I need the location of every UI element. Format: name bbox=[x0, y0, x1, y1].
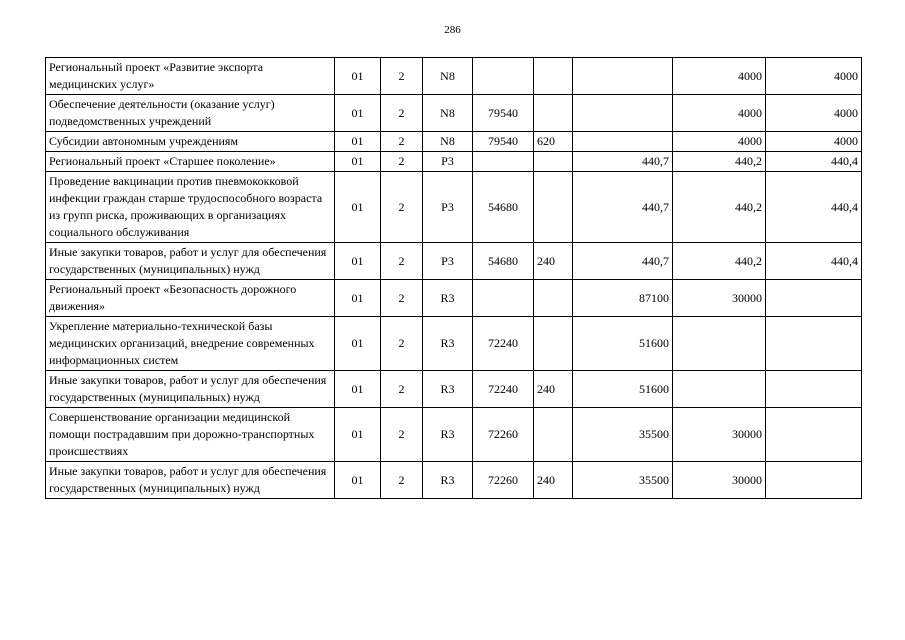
subsection-code: 2 bbox=[381, 371, 423, 408]
amount-1: 440,7 bbox=[573, 243, 673, 280]
project-code: N8 bbox=[423, 58, 473, 95]
amount-1: 51600 bbox=[573, 371, 673, 408]
subsection-code: 2 bbox=[381, 317, 423, 371]
amount-2: 4000 bbox=[673, 95, 766, 132]
project-code: P3 bbox=[423, 152, 473, 172]
amount-1: 87100 bbox=[573, 280, 673, 317]
section-code: 01 bbox=[335, 280, 381, 317]
amount-3: 440,4 bbox=[766, 152, 862, 172]
table-row bbox=[46, 58, 862, 95]
section-code: 01 bbox=[335, 462, 381, 499]
amount-3 bbox=[766, 462, 862, 499]
section-code: 01 bbox=[335, 152, 381, 172]
expense-type-code: 240 bbox=[534, 462, 573, 499]
amount-3: 440,4 bbox=[766, 243, 862, 280]
project-code: P3 bbox=[423, 243, 473, 280]
target-code: 54680 bbox=[473, 243, 534, 280]
expense-type-code bbox=[534, 95, 573, 132]
amount-3 bbox=[766, 280, 862, 317]
target-code bbox=[473, 152, 534, 172]
expense-type-code bbox=[534, 172, 573, 243]
target-code bbox=[473, 58, 534, 95]
amount-1 bbox=[573, 132, 673, 152]
section-code: 01 bbox=[335, 172, 381, 243]
subsection-code: 2 bbox=[381, 243, 423, 280]
section-code: 01 bbox=[335, 132, 381, 152]
table-row bbox=[46, 152, 862, 172]
expense-type-code: 620 bbox=[534, 132, 573, 152]
expense-type-code bbox=[534, 280, 573, 317]
project-code: P3 bbox=[423, 172, 473, 243]
target-code: 54680 bbox=[473, 172, 534, 243]
subsection-code: 2 bbox=[381, 172, 423, 243]
table-row bbox=[46, 371, 862, 408]
table-row bbox=[46, 280, 862, 317]
table-row bbox=[46, 172, 862, 243]
expense-type-code: 240 bbox=[534, 371, 573, 408]
amount-1: 51600 bbox=[573, 317, 673, 371]
target-code: 72240 bbox=[473, 371, 534, 408]
amount-2: 30000 bbox=[673, 280, 766, 317]
amount-1 bbox=[573, 95, 673, 132]
row-name: Укрепление материально-технической базы медицинских организаций, внедрение современных информационных систем bbox=[46, 317, 335, 371]
project-code: R3 bbox=[423, 317, 473, 371]
project-code: R3 bbox=[423, 280, 473, 317]
amount-2: 30000 bbox=[673, 408, 766, 462]
amount-3 bbox=[766, 371, 862, 408]
row-name: Региональный проект «Старшее поколение» bbox=[46, 152, 335, 172]
target-code: 72260 bbox=[473, 408, 534, 462]
amount-3: 4000 bbox=[766, 58, 862, 95]
subsection-code: 2 bbox=[381, 280, 423, 317]
subsection-code: 2 bbox=[381, 132, 423, 152]
amount-2: 440,2 bbox=[673, 172, 766, 243]
row-name: Совершенствование организации медицинской помощи пострадавшим при дорожно-транспортных происшествиях bbox=[46, 408, 335, 462]
project-code: R3 bbox=[423, 371, 473, 408]
amount-3: 4000 bbox=[766, 95, 862, 132]
row-name: Иные закупки товаров, работ и услуг для обеспечения государственных (муниципальных) нужд bbox=[46, 462, 335, 499]
table-row bbox=[46, 408, 862, 462]
amount-1: 440,7 bbox=[573, 152, 673, 172]
expense-type-code bbox=[534, 58, 573, 95]
amount-1: 440,7 bbox=[573, 172, 673, 243]
target-code: 79540 bbox=[473, 132, 534, 152]
section-code: 01 bbox=[335, 95, 381, 132]
table-row bbox=[46, 132, 862, 152]
row-name: Иные закупки товаров, работ и услуг для обеспечения государственных (муниципальных) нужд bbox=[46, 371, 335, 408]
target-code bbox=[473, 280, 534, 317]
amount-1: 35500 bbox=[573, 408, 673, 462]
expense-type-code bbox=[534, 317, 573, 371]
table-row bbox=[46, 317, 862, 371]
amount-3: 4000 bbox=[766, 132, 862, 152]
amount-2: 4000 bbox=[673, 132, 766, 152]
subsection-code: 2 bbox=[381, 152, 423, 172]
section-code: 01 bbox=[335, 58, 381, 95]
table-row bbox=[46, 243, 862, 280]
section-code: 01 bbox=[335, 317, 381, 371]
amount-1 bbox=[573, 58, 673, 95]
subsection-code: 2 bbox=[381, 95, 423, 132]
amount-2 bbox=[673, 317, 766, 371]
section-code: 01 bbox=[335, 408, 381, 462]
section-code: 01 bbox=[335, 371, 381, 408]
expense-type-code bbox=[534, 408, 573, 462]
section-code: 01 bbox=[335, 243, 381, 280]
project-code: N8 bbox=[423, 95, 473, 132]
budget-table bbox=[45, 57, 862, 499]
target-code: 79540 bbox=[473, 95, 534, 132]
amount-2 bbox=[673, 371, 766, 408]
project-code: N8 bbox=[423, 132, 473, 152]
table-body bbox=[46, 58, 862, 499]
amount-3: 440,4 bbox=[766, 172, 862, 243]
row-name: Региональный проект «Безопасность дорожного движения» bbox=[46, 280, 335, 317]
target-code: 72240 bbox=[473, 317, 534, 371]
amount-2: 440,2 bbox=[673, 243, 766, 280]
row-name: Иные закупки товаров, работ и услуг для обеспечения государственных (муниципальных) нужд bbox=[46, 243, 335, 280]
row-name: Проведение вакцинации против пневмококковой инфекции граждан старше трудоспособного возраста из групп риска, проживающих в организациях социального обслуживания bbox=[46, 172, 335, 243]
table-row bbox=[46, 462, 862, 499]
amount-3 bbox=[766, 317, 862, 371]
amount-3 bbox=[766, 408, 862, 462]
row-name: Субсидии автономным учреждениям bbox=[46, 132, 335, 152]
amount-2: 4000 bbox=[673, 58, 766, 95]
amount-1: 35500 bbox=[573, 462, 673, 499]
row-name: Региональный проект «Развитие экспорта медицинских услуг» bbox=[46, 58, 335, 95]
expense-type-code bbox=[534, 152, 573, 172]
subsection-code: 2 bbox=[381, 58, 423, 95]
row-name: Обеспечение деятельности (оказание услуг) подведомственных учреждений bbox=[46, 95, 335, 132]
project-code: R3 bbox=[423, 462, 473, 499]
amount-2: 440,2 bbox=[673, 152, 766, 172]
amount-2: 30000 bbox=[673, 462, 766, 499]
project-code: R3 bbox=[423, 408, 473, 462]
subsection-code: 2 bbox=[381, 462, 423, 499]
page-number: 286 bbox=[444, 24, 461, 36]
table-row bbox=[46, 95, 862, 132]
target-code: 72260 bbox=[473, 462, 534, 499]
subsection-code: 2 bbox=[381, 408, 423, 462]
expense-type-code: 240 bbox=[534, 243, 573, 280]
